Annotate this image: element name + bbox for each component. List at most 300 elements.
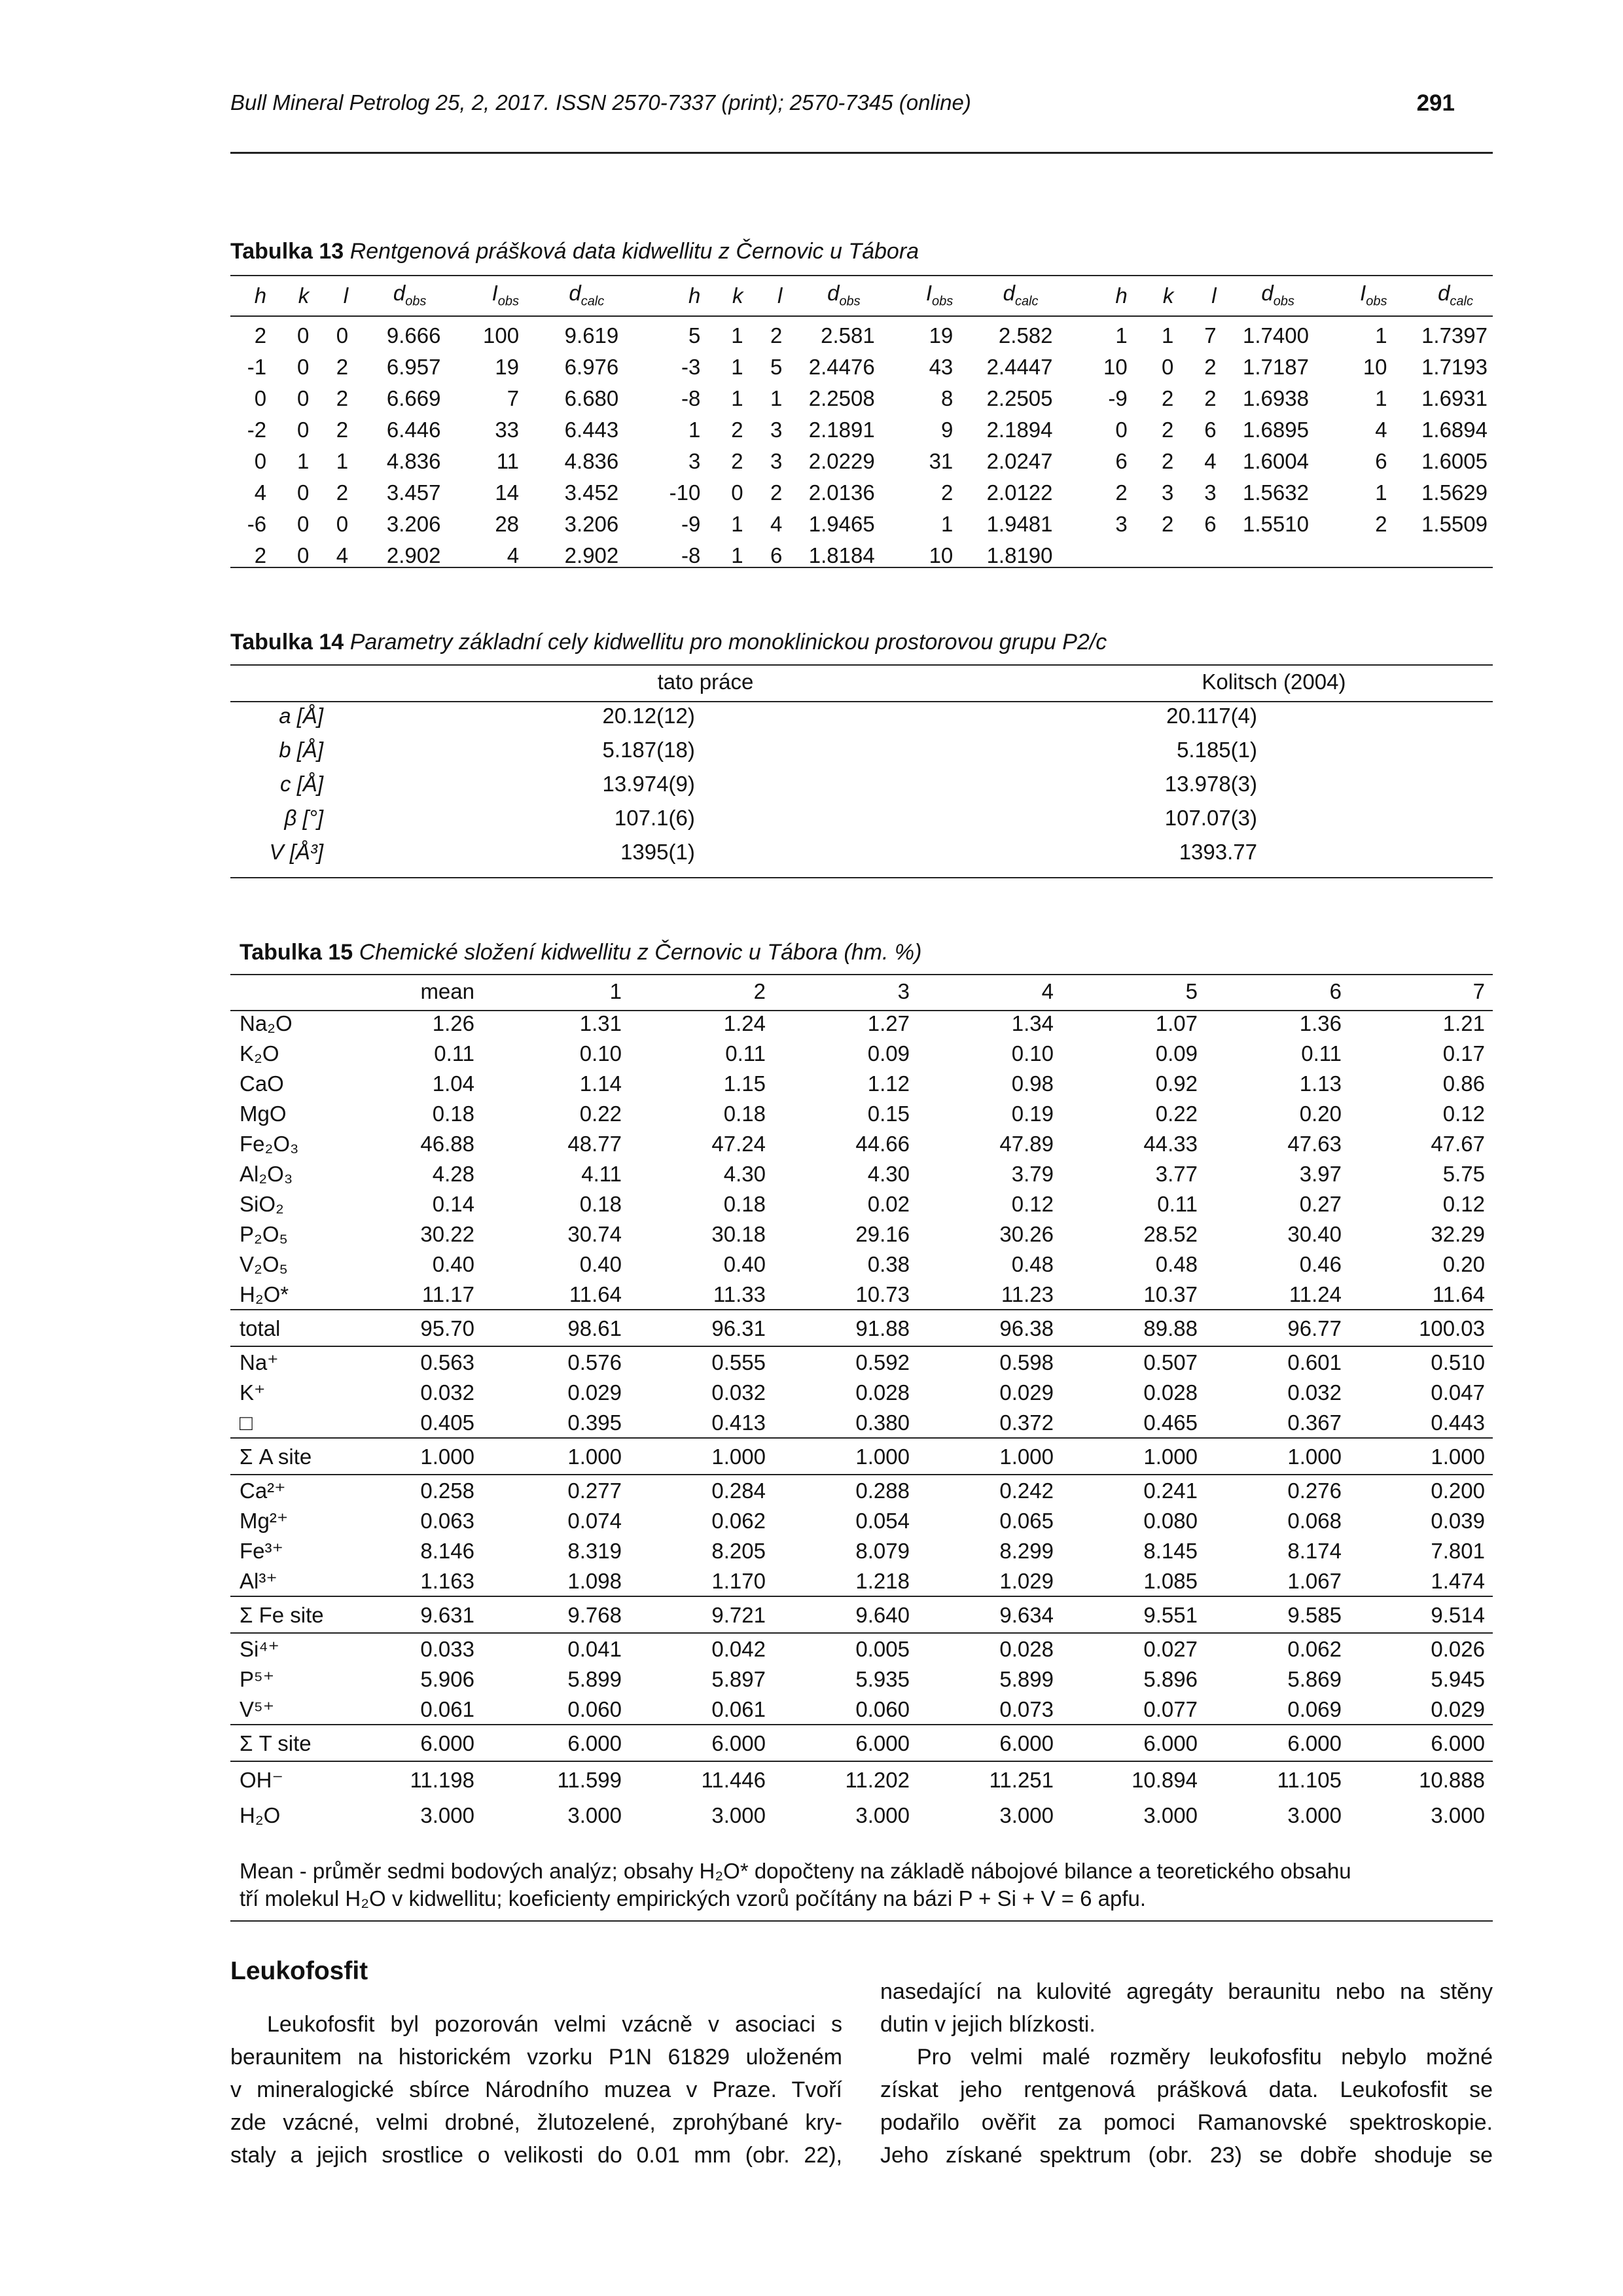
table-cell: 1.24	[723, 1011, 766, 1035]
table-row	[230, 315, 1493, 351]
table-row	[230, 1189, 1493, 1219]
table-cell: 5	[688, 323, 701, 348]
table-cell: 6.000	[482, 1725, 630, 1761]
table-cell: 11.17	[421, 1282, 474, 1306]
table-cell: 11.64	[1432, 1282, 1485, 1306]
text-line: staly a jejich srostlice o velikosti do 0.01 mm (obr. 22),	[230, 2143, 842, 2168]
row-label: Na⁺	[230, 1346, 342, 1377]
table-cell: 0.026	[1349, 1633, 1493, 1664]
table-cell: 1.000	[774, 1438, 918, 1475]
table-cell: 0.12	[1442, 1101, 1485, 1126]
table-cell: 4.30	[867, 1161, 910, 1186]
table-cell: 1	[940, 511, 954, 536]
table-cell: 6.000	[774, 1725, 918, 1761]
table-cell: 48.77	[567, 1131, 622, 1156]
table-cell: 0.09	[1155, 1041, 1198, 1066]
table-cell: 6.000	[630, 1725, 774, 1761]
table-cell: 0.555	[630, 1346, 774, 1377]
table13-col-header: l	[343, 283, 349, 308]
table-cell: 1.098	[567, 1568, 622, 1593]
table-cell: 9	[940, 417, 954, 442]
table15	[230, 974, 1493, 1833]
table-cell: 6	[1115, 448, 1128, 473]
row-label: Σ Fe site	[230, 1596, 342, 1633]
table-cell	[1314, 539, 1393, 571]
table-cell: 6.446	[386, 417, 441, 442]
table-cell: 4.836	[564, 448, 619, 473]
table-cell: 1.000	[1349, 1438, 1493, 1475]
table15-col-header: 4	[1041, 978, 1054, 1003]
table-cell: 3.206	[386, 511, 441, 536]
table-cell: 4	[1375, 417, 1387, 442]
left-column-text	[230, 2008, 842, 2172]
table-row	[230, 1377, 1493, 1407]
table-cell: 10.888	[1349, 1761, 1493, 1797]
table-cell: 1.9481	[986, 511, 1053, 536]
param-value-this-work: 20.12(12)	[602, 703, 695, 728]
table-row	[230, 382, 1493, 414]
table15-caption	[240, 940, 921, 965]
row-label: Si⁴⁺	[230, 1633, 342, 1664]
table-cell: 6.000	[342, 1725, 482, 1761]
table-cell: 1.7193	[1421, 354, 1488, 379]
table15-col-header: 5	[1185, 978, 1198, 1003]
table13-title: Rentgenová prášková data kidwellitu z Černovic u Tábora	[349, 239, 919, 264]
table-cell: 0.069	[1287, 1696, 1342, 1721]
table-cell: 2	[770, 480, 783, 505]
table-cell: 1.170	[711, 1568, 766, 1593]
table-cell: 0.027	[1061, 1633, 1205, 1664]
table13-label: Tabulka 13	[230, 239, 344, 264]
table-cell: 0.077	[1143, 1696, 1198, 1721]
table-cell: 3	[770, 417, 783, 442]
text-line: Leukofosfit byl pozorován velmi vzácně v asociaci s	[267, 2012, 842, 2037]
row-label: Al₂O₃	[240, 1161, 293, 1186]
table-cell: 2.1891	[808, 417, 875, 442]
table-row	[230, 1664, 1493, 1694]
table-cell: 0	[296, 480, 310, 505]
table15-col-header: 6	[1329, 978, 1342, 1003]
table-cell: 1	[1375, 323, 1387, 348]
table-cell: 8.205	[711, 1538, 766, 1563]
table13-col-header: $d_{calc}$	[1003, 281, 1039, 309]
row-label: V⁵⁺	[240, 1696, 275, 1721]
table-cell: 0.277	[482, 1475, 630, 1505]
table-cell: 0.032	[711, 1380, 766, 1405]
table-cell: 2	[1162, 417, 1174, 442]
table-cell: 0.18	[723, 1191, 766, 1216]
table-cell: 2.2505	[986, 386, 1053, 410]
table-row	[230, 1008, 1493, 1038]
table-cell: 1	[731, 354, 743, 379]
table13-col-header: l	[1211, 283, 1217, 308]
table-cell: 3.000	[567, 1803, 622, 1827]
text-line: Jeho získané spektrum (obr. 23) se dobře shoduje se	[880, 2143, 1493, 2168]
table-cell: 7	[1204, 323, 1217, 348]
table-cell: 0.039	[1431, 1508, 1485, 1533]
table-cell: -8	[681, 543, 701, 567]
table-cell: 3.000	[711, 1803, 766, 1827]
table-cell: 30.74	[567, 1221, 622, 1246]
table-cell: 0	[1115, 417, 1128, 442]
table-cell: 0.054	[855, 1508, 910, 1533]
table-cell: 4	[507, 543, 520, 567]
table-cell: 5.896	[1143, 1666, 1198, 1691]
table-cell: 1	[731, 543, 743, 567]
table-cell: 3.000	[999, 1803, 1054, 1827]
table-cell: 5.899	[567, 1666, 622, 1691]
table-cell: 0.288	[774, 1475, 918, 1505]
row-label: Na₂O	[240, 1011, 293, 1035]
table-cell: 0.18	[432, 1101, 474, 1126]
table-cell: 2	[254, 543, 267, 567]
table-cell: 0	[296, 417, 310, 442]
table-cell: 100.03	[1349, 1310, 1493, 1346]
table-cell: 0	[336, 511, 349, 536]
table13-col-header: h	[1115, 283, 1128, 308]
table-cell: 2.0247	[986, 448, 1053, 473]
table-cell: 0.465	[1143, 1410, 1198, 1435]
table-cell: 2	[1204, 354, 1217, 379]
table13-header-rule	[230, 315, 1493, 317]
table-cell: 1.27	[867, 1011, 910, 1035]
table-cell: 2.4476	[808, 354, 875, 379]
table14	[230, 664, 1493, 869]
table15-col-header: 3	[897, 978, 910, 1003]
table-cell: 1.34	[1011, 1011, 1054, 1035]
table-cell: 0.40	[579, 1251, 622, 1276]
table-cell: 0	[296, 354, 310, 379]
table-cell: 6	[1204, 511, 1217, 536]
table-cell: 1.7400	[1243, 323, 1309, 348]
table13-col-header: h	[688, 283, 701, 308]
table-cell: 0.372	[999, 1410, 1054, 1435]
param-label: c [Å]	[280, 771, 324, 796]
table-row	[230, 1761, 1493, 1797]
table-cell: 0.395	[567, 1410, 622, 1435]
table-cell: 2	[940, 480, 954, 505]
table-cell: 0.22	[1155, 1101, 1198, 1126]
param-value-kolitsch: 1393.77	[1179, 839, 1257, 864]
table-cell: 0.510	[1349, 1346, 1493, 1377]
table-row	[230, 732, 1493, 766]
table-cell: 1.000	[482, 1438, 630, 1475]
table-cell: 2.0136	[808, 480, 875, 505]
table-cell: 96.31	[630, 1310, 774, 1346]
table-cell: 0.20	[1442, 1251, 1485, 1276]
table-cell: 0.15	[867, 1101, 910, 1126]
table-row	[230, 445, 1493, 476]
table14-header-rule	[230, 701, 1493, 702]
table-cell: 3	[1204, 480, 1217, 505]
table-cell: 9.666	[386, 323, 441, 348]
row-label: □	[240, 1410, 253, 1435]
table-cell: 1.163	[420, 1568, 474, 1593]
table15-header-rule	[230, 1010, 1493, 1011]
table-cell: 5.906	[420, 1666, 474, 1691]
table-cell: -10	[669, 480, 701, 505]
table13-col-header: $d_{calc}$	[569, 281, 605, 309]
table-cell: 2.1894	[986, 417, 1053, 442]
table-cell: 0.11	[1157, 1191, 1198, 1216]
table-cell: 0.028	[1143, 1380, 1198, 1405]
table-cell: 4	[1204, 448, 1217, 473]
table-cell: 0.86	[1442, 1071, 1485, 1096]
table-cell: 1.085	[1143, 1568, 1198, 1593]
table-cell: 2.0122	[986, 480, 1053, 505]
row-label: OH⁻	[230, 1761, 342, 1797]
table-row	[230, 1505, 1493, 1535]
table-row	[230, 1725, 1493, 1761]
param-value-kolitsch: 107.07(3)	[1164, 805, 1257, 830]
table-cell: 3.000	[1287, 1803, 1342, 1827]
table-cell: 2.2508	[808, 386, 875, 410]
table13-col-header: $d_{obs}$	[1261, 281, 1294, 309]
table-cell: 44.33	[1143, 1131, 1198, 1156]
table-cell: 0.060	[855, 1696, 910, 1721]
table-cell: 0.041	[482, 1633, 630, 1664]
table-cell: -8	[681, 386, 701, 410]
table-cell: 10	[1103, 354, 1128, 379]
param-value-this-work: 1395(1)	[620, 839, 695, 864]
table-cell: 2.4447	[986, 354, 1053, 379]
table-cell: 10.73	[855, 1282, 910, 1306]
table-cell: 9.634	[918, 1596, 1061, 1633]
table-cell: 1.5510	[1243, 511, 1309, 536]
table15-footnote-line2: tří molekul H₂O v kidwellitu; koeficienty empirických vzorů počítány na bázi P + Si + V = 6 apfu.	[240, 1886, 1147, 1910]
table-cell: 1	[731, 511, 743, 536]
table-cell: 3.000	[855, 1803, 910, 1827]
table-cell: 91.88	[774, 1310, 918, 1346]
table-cell: 2.902	[564, 543, 619, 567]
table-cell: 1.36	[1299, 1011, 1342, 1035]
table-cell: 7.801	[1431, 1538, 1485, 1563]
table-cell: 1.000	[918, 1438, 1061, 1475]
table-row	[230, 414, 1493, 445]
table-cell: 5.869	[1287, 1666, 1342, 1691]
table-cell: 11.198	[342, 1761, 482, 1797]
journal-header: Bull Mineral Petrolog 25, 2, 2017. ISSN 2570-7337 (print); 2570-7345 (online)	[230, 90, 971, 115]
table-cell: 6.000	[1205, 1725, 1349, 1761]
table-cell: 44.66	[855, 1131, 910, 1156]
table-cell: 6	[1204, 417, 1217, 442]
table-cell: 5	[770, 354, 783, 379]
table-cell: 1.067	[1287, 1568, 1342, 1593]
table-cell: 8.145	[1143, 1538, 1198, 1563]
table-cell: 7	[507, 386, 520, 410]
table-cell: 0.367	[1287, 1410, 1342, 1435]
table-cell: 1	[731, 323, 743, 348]
table-cell: 3	[770, 448, 783, 473]
table-cell: 3.452	[564, 480, 619, 505]
table-cell: 6.000	[1349, 1725, 1493, 1761]
table13-col-header: h	[254, 283, 267, 308]
table-cell: 32.29	[1431, 1221, 1485, 1246]
table-cell: 0	[254, 386, 267, 410]
table-cell: 1	[296, 448, 310, 473]
table-cell: 1.7397	[1421, 323, 1488, 348]
table13-col-header: $d_{obs}$	[393, 281, 427, 309]
table-cell: 1.000	[342, 1438, 482, 1475]
table-row	[230, 1633, 1493, 1664]
table14-bottom-rule	[230, 877, 1493, 878]
table-cell: 0.200	[1349, 1475, 1493, 1505]
param-value-this-work: 107.1(6)	[614, 805, 695, 830]
table13-col-header: $d_{obs}$	[827, 281, 861, 309]
table-cell: 6.957	[386, 354, 441, 379]
table13-caption	[230, 239, 919, 264]
table-row	[230, 1346, 1493, 1377]
table-cell: 1.6938	[1243, 386, 1309, 410]
table-cell: 0.598	[918, 1346, 1061, 1377]
table-cell: 1.6005	[1421, 448, 1488, 473]
table-cell: 1.000	[1061, 1438, 1205, 1475]
table-cell: 6	[770, 543, 783, 567]
text-line: podařilo ověřit za pomoci Ramanovské spektroskopie.	[880, 2110, 1493, 2135]
table-cell: 3.000	[420, 1803, 474, 1827]
table-cell: 46.88	[420, 1131, 474, 1156]
table-cell: 1.07	[1155, 1011, 1198, 1035]
table-cell: 3	[688, 448, 701, 473]
table-cell: 2	[1375, 511, 1387, 536]
table-cell: 30.22	[420, 1221, 474, 1246]
table-cell: 0.413	[711, 1410, 766, 1435]
row-label: MgO	[240, 1101, 287, 1126]
table-cell: 5.75	[1442, 1161, 1485, 1186]
table-cell: 1.21	[1442, 1011, 1485, 1035]
table-cell: -1	[247, 354, 267, 379]
table-cell: 0	[296, 386, 310, 410]
param-label: b [Å]	[279, 737, 324, 762]
table-cell: 1.7187	[1243, 354, 1309, 379]
table-cell: 4.30	[723, 1161, 766, 1186]
table15-col-header: 2	[753, 978, 766, 1003]
table-cell: 1	[336, 448, 349, 473]
table-cell: 3.000	[1143, 1803, 1198, 1827]
text-line: Pro velmi malé rozměry leukofosfitu nebylo možné	[917, 2045, 1493, 2070]
table-cell: 1.029	[999, 1568, 1054, 1593]
table-row	[230, 834, 1493, 869]
table-cell: 0.005	[774, 1633, 918, 1664]
table-cell: 5.897	[711, 1666, 766, 1691]
table-cell: 1	[688, 417, 701, 442]
table-cell: 1.04	[432, 1071, 474, 1096]
table-cell: 0.074	[567, 1508, 622, 1533]
table-cell: 1.5632	[1243, 480, 1309, 505]
table-cell: 9.551	[1061, 1596, 1205, 1633]
table-cell: 6.000	[918, 1725, 1061, 1761]
table-cell: 3.000	[1431, 1803, 1485, 1827]
table-cell: 11.105	[1205, 1761, 1349, 1797]
table-cell: 0.46	[1299, 1251, 1342, 1276]
table-cell: 1.5629	[1421, 480, 1488, 505]
table-cell: 1.000	[630, 1438, 774, 1475]
table-row	[230, 351, 1493, 382]
table-cell: 11.599	[482, 1761, 630, 1797]
table-cell: 11.64	[569, 1282, 622, 1306]
table-cell: 2	[731, 448, 743, 473]
text-line: beraunitem na historickém vzorku P1N 61829 uloženém	[230, 2045, 842, 2070]
table-cell: 0.38	[867, 1251, 910, 1276]
param-label: V [Å³]	[269, 839, 324, 864]
table-cell: 47.67	[1431, 1131, 1485, 1156]
table-cell: 3	[1162, 480, 1174, 505]
table-cell: 0.032	[1287, 1380, 1342, 1405]
table-cell: 0	[254, 448, 267, 473]
table-cell: 4	[336, 543, 349, 567]
table-cell: 0.02	[867, 1191, 910, 1216]
table-cell: 2.581	[821, 323, 875, 348]
table-cell: 0.48	[1011, 1251, 1054, 1276]
table-cell: 3.77	[1155, 1161, 1198, 1186]
table-cell: 0.060	[567, 1696, 622, 1721]
table13-col-header: k	[298, 283, 310, 308]
table-cell: 0.062	[711, 1508, 766, 1533]
table-cell: 1	[1375, 386, 1387, 410]
table-cell: 1	[731, 386, 743, 410]
row-label: total	[230, 1310, 342, 1346]
text-line: získat jeho rentgenová prášková data. Leukofosfit se	[880, 2077, 1493, 2102]
table-cell: 30.40	[1287, 1221, 1342, 1246]
table-cell: 0.563	[342, 1346, 482, 1377]
table-cell: 0.443	[1431, 1410, 1485, 1435]
table-cell: 0.18	[723, 1101, 766, 1126]
param-value-this-work: 5.187(18)	[602, 737, 695, 762]
table-row	[230, 1279, 1493, 1310]
param-label: a [Å]	[279, 703, 324, 728]
table-cell: 0.09	[867, 1041, 910, 1066]
table-cell: 4.28	[432, 1161, 474, 1186]
table-cell: 6.443	[564, 417, 619, 442]
table-cell: 1.474	[1431, 1568, 1485, 1593]
table-cell: 2	[336, 480, 349, 505]
table-cell: 8.079	[855, 1538, 910, 1563]
table-cell: 29.16	[855, 1221, 910, 1246]
table13-col-header: k	[1162, 283, 1174, 308]
table-cell: 31	[929, 448, 954, 473]
param-value-kolitsch: 13.978(3)	[1164, 771, 1257, 796]
table-cell: 19	[929, 323, 954, 348]
table-cell: 47.89	[999, 1131, 1054, 1156]
table-cell: 47.63	[1287, 1131, 1342, 1156]
table-row	[230, 1128, 1493, 1158]
table-cell: 6	[1375, 448, 1387, 473]
table-cell: 0.576	[482, 1346, 630, 1377]
text-line: dutin v jejich blízkosti.	[880, 2012, 1096, 2037]
table-row	[230, 1219, 1493, 1249]
table-row	[230, 1068, 1493, 1098]
table-cell: 1.14	[579, 1071, 622, 1096]
table-cell: 0.258	[342, 1475, 482, 1505]
table-cell: 4.836	[386, 448, 441, 473]
table-cell: 2	[336, 386, 349, 410]
row-label: K⁺	[240, 1380, 266, 1405]
param-label: β [°]	[284, 805, 324, 830]
table-cell	[1179, 539, 1221, 571]
table-cell: 0.92	[1155, 1071, 1198, 1096]
table-cell: 0.17	[1442, 1041, 1485, 1066]
table-row	[230, 1249, 1493, 1279]
table-cell: 1.9465	[808, 511, 875, 536]
table-cell: 0.028	[855, 1380, 910, 1405]
table-cell: 1	[1375, 480, 1387, 505]
table-cell: 9.619	[564, 323, 619, 348]
table13	[230, 275, 1493, 571]
table-cell: 0.062	[1205, 1633, 1349, 1664]
table-cell: 28	[495, 511, 520, 536]
table-cell: 0.405	[420, 1410, 474, 1435]
row-label: H₂O*	[240, 1282, 289, 1306]
